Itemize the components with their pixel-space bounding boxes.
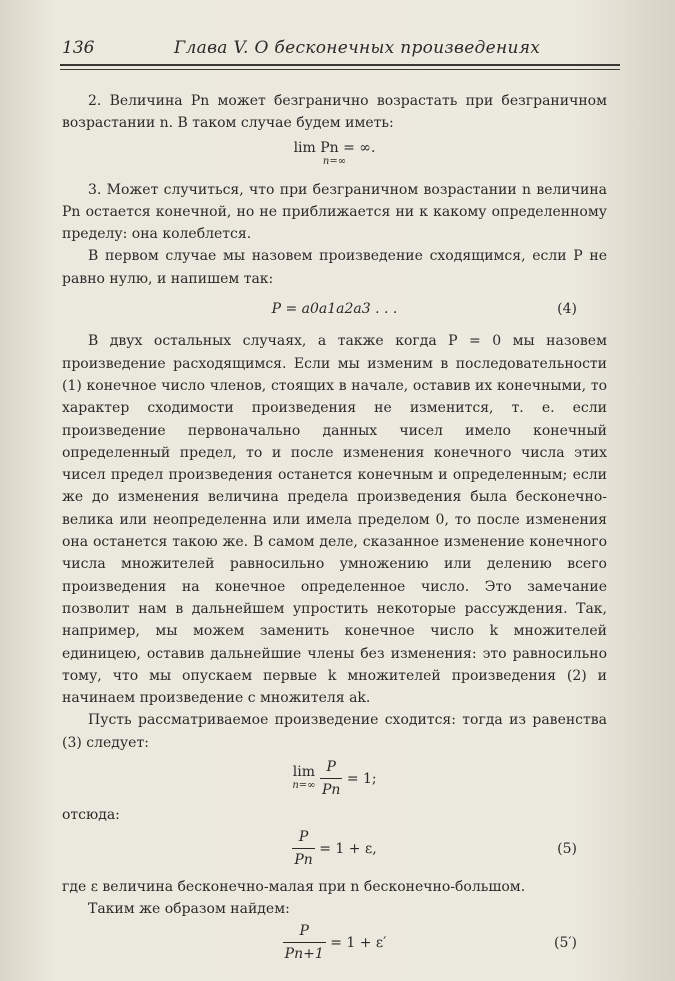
limit-word: lim xyxy=(292,763,316,780)
paragraph-convergent: В первом случае мы назовем произведение сходящимся, если P не равно нулю, и напишем так: xyxy=(62,248,607,287)
numerator: P xyxy=(320,756,342,779)
fraction xyxy=(292,826,314,872)
paragraph-item-2: 2. Величина Pn может безгранично возрастать при безграничном возрастании n. В таком случае будем иметь: xyxy=(62,93,607,132)
formula-limit-infinity xyxy=(62,141,607,169)
equation-number: (5′) xyxy=(553,935,577,952)
chapter-title: Глава V. О бесконечных произведениях xyxy=(174,38,541,58)
fraction xyxy=(320,756,342,802)
formula-4 xyxy=(62,298,607,320)
paragraph-similarly: Таким же образом найдем: xyxy=(88,900,290,917)
denominator: Pn xyxy=(294,852,313,869)
formula-text: P = a0a1a2a3 . . . xyxy=(271,301,398,318)
paragraph-divergent: В двух остальных случаях, а также когда P = 0 мы назовем произведение расходящимся. Если мы изменим в последовательности (1) конечное число членов, стоящих в начале, оставив их конечными, то характер сходимости произведения не изменится, т. е. если произведение первоначально данных чисел имело конечный определенный предел, то и после изменения конечного числа этих чисел предел произведения останется конечным и определенным; если же до изменения величина предела произведения была бесконечно-велика или неопределенна или имела пределом 0, то после изменения она останется такою же. В самом деле, сказанное изменение конечного числа множителей равносильно умножению или делению всего произведения на конечное определенное число. Это замечание позволит нам в дальнейшем упростить некоторые рассуждения. Так, например, мы можем заменить конечное число k множителей единицею, оставив дальнейшие члены без изменения: это равносильно тому, что мы опускаем первые k множителей произведения (2) и начинаем произведение с множителя ak. xyxy=(62,333,607,707)
numerator: P xyxy=(292,826,314,849)
denominator: Pn xyxy=(321,782,341,799)
header-rule-thin xyxy=(60,69,620,70)
paragraph-epsilon: где ε величина бесконечно-малая при n бесконечно-большом. xyxy=(62,878,526,895)
numerator: P xyxy=(283,920,326,943)
formula-text: lim Pn = ∞. xyxy=(293,139,376,156)
page-number: 136 xyxy=(62,38,95,58)
equation-number: (5) xyxy=(557,840,577,857)
rhs: = 1; xyxy=(346,770,377,787)
header-rule xyxy=(60,64,620,66)
formula-5-prime xyxy=(62,920,607,966)
limit-subscript: n=∞ xyxy=(292,779,316,791)
formula-5 xyxy=(62,826,607,872)
limit-subscript: n=∞ xyxy=(322,155,347,167)
rhs: = 1 + ε, xyxy=(319,840,377,857)
paragraph-suppose: Пусть рассматриваемое произведение сходится: тогда из равенства (3) следует: xyxy=(62,712,607,751)
denominator: Pn+1 xyxy=(284,946,324,963)
equation-number: (4) xyxy=(557,301,577,318)
paragraph-hence: отсюда: xyxy=(62,806,120,823)
fraction xyxy=(283,920,326,966)
page-body xyxy=(62,90,607,966)
formula-limit-ratio xyxy=(62,756,607,802)
paragraph-item-3: 3. Может случиться, что при безграничном возрастании n величина Pn остается конечной, но не приближается ни к какому определенному пределу: она колеблется. xyxy=(62,181,607,243)
rhs: = 1 + ε′ xyxy=(330,934,387,951)
